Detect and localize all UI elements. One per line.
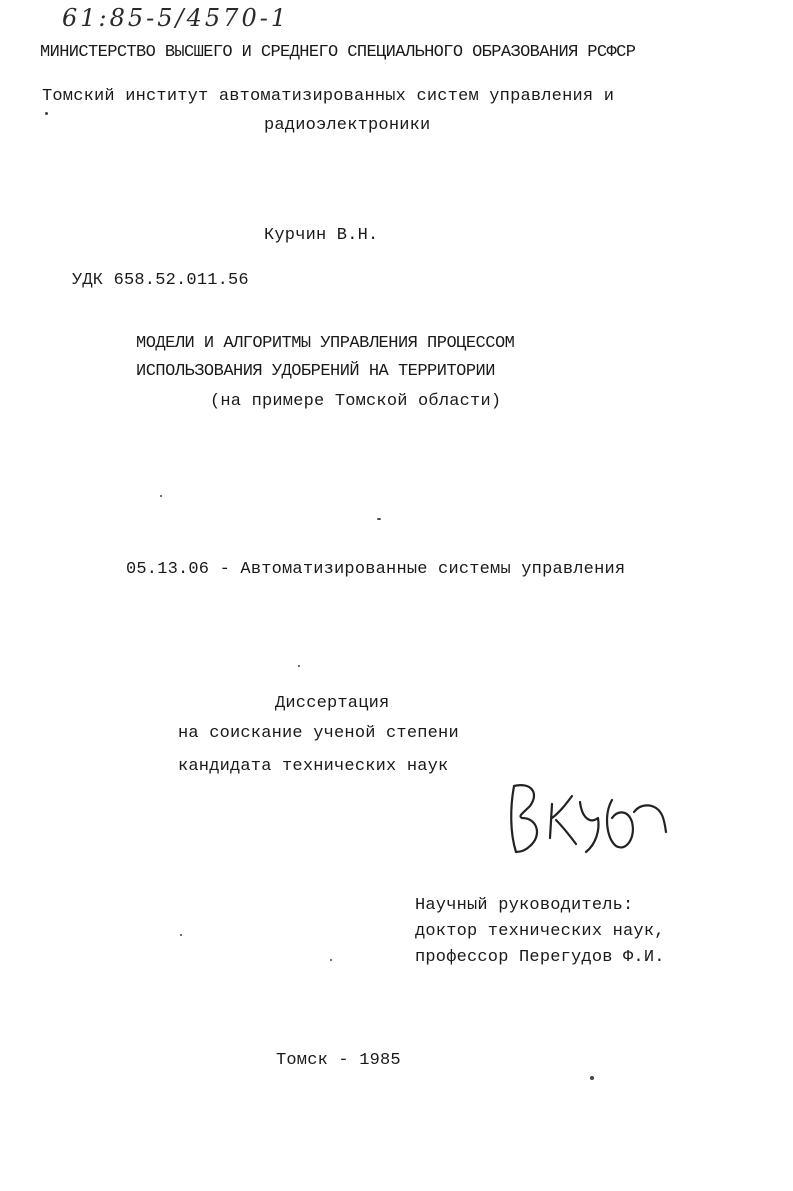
title-line-2: ИСПОЛЬЗОВАНИЯ УДОБРЕНИЙ НА ТЕРРИТОРИИ <box>136 362 495 381</box>
scan-speck <box>330 959 332 961</box>
scan-speck <box>180 934 182 936</box>
scan-speck <box>45 112 48 115</box>
thesis-line-3: кандидата технических наук <box>178 757 449 776</box>
scan-speck <box>298 665 300 667</box>
institute-line-1: Томский институт автоматизированных систем управления и <box>42 87 615 106</box>
archive-number: 61:85-5/4570-1 <box>62 4 290 32</box>
scan-speck <box>377 518 381 520</box>
supervisor-label: Научный руководитель: <box>415 896 634 915</box>
thesis-line-1: Диссертация <box>275 694 390 713</box>
scan-speck <box>160 495 162 497</box>
title-line-3: (на примере Томской области) <box>210 392 502 411</box>
udk-code: УДК 658.52.011.56 <box>72 271 249 290</box>
author-name: Курчин В.Н. <box>264 226 379 245</box>
supervisor-name: профессор Перегудов Ф.И. <box>415 948 665 967</box>
specialty-code: 05.13.06 - Автоматизированные системы управления <box>126 560 626 579</box>
scan-speck <box>590 1076 594 1080</box>
title-line-1: МОДЕЛИ И АЛГОРИТМЫ УПРАВЛЕНИЯ ПРОЦЕССОМ <box>136 334 515 353</box>
signature-image <box>500 778 680 858</box>
ministry-heading: МИНИСТЕРСТВО ВЫСШЕГО И СРЕДНЕГО СПЕЦИАЛЬНОГО ОБРАЗОВАНИЯ РСФСР <box>40 43 636 62</box>
institute-line-2: радиоэлектроники <box>264 116 431 135</box>
city-year: Томск - 1985 <box>276 1051 401 1070</box>
thesis-line-2: на соискание ученой степени <box>178 724 459 743</box>
supervisor-degree: доктор технических наук, <box>415 922 665 941</box>
